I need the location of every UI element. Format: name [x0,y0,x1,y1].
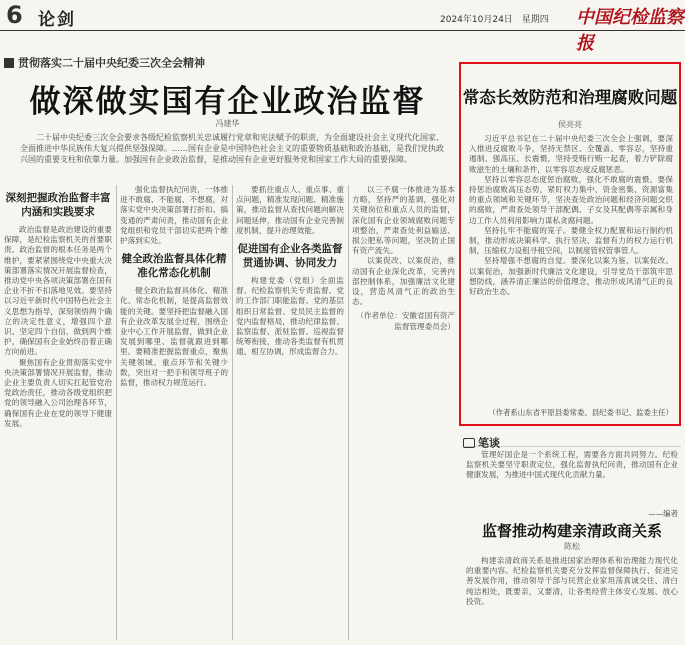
newspaper-name: 中国纪检监察报 [576,7,684,54]
paragraph: 以案促改、以案促治，推动国有企业深化改革，完善内部控制体系，加强廉洁文化建设，营造风清气正的政治生态。 [352,256,455,307]
column-divider [116,185,117,640]
column-divider [348,185,349,640]
article-column-1 [4,185,112,643]
page-number: 6 [6,1,23,29]
article-column-3 [236,185,344,643]
bijian-header [463,432,681,450]
author-affiliation: （作者单位：安徽省国有资产监督管理委员会） [356,311,455,331]
bijian-text [466,450,678,481]
square-icon [4,58,14,68]
highlight-author: 侯亮亮 [558,120,582,129]
main-author: 冯建华 [215,119,240,128]
paragraph: 要抓住重点人、重点事、重点问题，精准发现问题、精准施策，推动监督从查找问题向解决问题延伸，推动国有企业完善制度机制，提升治理效能。 [236,185,344,235]
third-author: 陈松 [564,542,580,551]
third-body [466,556,678,642]
paragraph: 坚持扎牢不能腐的笼子。要健全权力配置和运行制约机制，推动形成决策科学、执行坚决、监督有力的权力运行机制，压缩权力设租寻租空间，以制度管权管事管人。 [469,225,673,256]
issue-date: 2024年10月24日 星期四 [440,15,549,25]
paragraph: 政治监督是政治建设的重要保障，是纪检监察机关的首要职责。政治监督的根本任务是两个维护，要紧紧围绕党中央重大决策部署落实情况开展监督检查，推动党中央各项决策部署在国有企业不折不扣落地见效。要坚持以习近平新时代中国特色社会主义思想为指导，深刻领悟两个确立的决定性意义，增强四个意识、坚定四个自信、做到两个维护，确保国有企业始终沿着正确方向前进。 [4,225,112,357]
banner-text: 贯彻落实二十届中央纪委三次全会精神 [18,56,205,70]
paragraph: 坚持以零容忍态度惩治腐败，强化不敢腐的震慑。要保持惩治腐败高压态势，紧盯权力集中、资金密集、资源富集的重点领域和关键环节，坚决查处政治问题和经济问题交织的腐败，严肃查处领导干部配偶、子女及其配偶等亲属和身边工作人员利用影响力谋私贪腐问题。 [469,174,673,225]
subhead-2: 健全政治监督具体化精准化常态化机制 [121,253,227,280]
third-headline: 监督推动构建亲清政商关系 [481,522,662,540]
paragraph: 以三不腐一体推进为基本方略，坚持严的基调，强化对关键岗位和重点人员的监督，深化国有企业领域腐败问题专项整治，严肃查处利益输送、损公肥私等问题，坚决防止国有资产流失。 [352,185,455,256]
paragraph: 构建亲清政商关系是推进国家治理体系和治理能力现代化的重要内容。纪检监察机关要充分发挥监督保障执行、促进完善发展作用，推动领导干部与民营企业家坦荡真诚交往、清白纯洁相处，既要亲，又要清，让各类经营主体安心发展、放心投资。 [466,556,678,606]
section-title: 论剑 [38,10,76,30]
highlight-headline: 常态长效防范和治理腐败问题 [462,88,678,107]
paragraph: 聚焦国有企业贯彻落实党中央决策部署情况开展监督，推动企业主要负责人切实扛起管党治党政治责任，推动各级党组织把党的领导融入公司治理各环节，确保国有企业在党的领导下健康发展。 [4,357,112,428]
main-lead: 二十届中央纪委三次全会要求各级纪检监察机关忠诚履行党章和宪法赋予的职责，为全面建设社会主义现代化国家、全面推进中华民族伟大复兴提供坚强保障。……国有企业是中国特色社会主义的重要物质基础和政治基础，是我们党执政兴国的重要支柱和依靠力量。加强国有企业政治监督，是推动国有企业更好服务党和国家工作大局的重要保障。 [20,133,444,164]
pen-icon [463,438,475,448]
bijian-label: 笔谈 [478,436,500,450]
column-divider [232,185,233,640]
subhead-1: 深刻把握政治监督丰富内涵和实践要求 [5,192,111,218]
paragraph: 坚持增强不想腐的自觉。要深化以案为鉴、以案促改、以案促治，加强新时代廉洁文化建设，引导党员干部筑牢思想防线，涵养清正廉洁的价值理念，推动形成风清气正的良好政治生态。 [469,256,673,297]
column-banner [4,52,434,68]
paragraph: 强化监督执纪问责，一体推进不敢腐、不能腐、不想腐，对落实党中央决策部署打折扣、搞变通的严肃问责，推动国有企业党组织和党员干部切实把两个维护落到实处。 [120,185,228,246]
highlight-footnote: （作者系山东省平原县委常委、县纪委书记、监委主任） [488,408,673,417]
masthead [0,0,685,54]
main-headline: 做深做实国有企业政治监督 [29,84,426,120]
paragraph: 习近平总书记在二十届中央纪委三次全会上强调，要深入推进反腐败斗争，坚持无禁区、全覆盖、零容忍，坚持重遏制、强高压、长震慑，坚持受贿行贿一起查，着力铲除腐败滋生的土壤和条件，以零容忍态度反腐惩恶。 [469,134,673,174]
highlighted-article [459,62,681,426]
paragraph: 健全政治监督具体化、精准化、常态化机制，是提高监督效能的关键。要坚持把监督融入国有企业改革发展全过程，围绕企业中心工作开展监督，做到企业发展到哪里、监督就跟进到哪里。要精准把握监督重点，聚焦关键领域、重点环节和关键少数，突出对一把手和领导班子的监督，推动权力规范运行。 [120,286,228,388]
article-column-4 [352,185,455,643]
bijian-signature: ——编者 [648,509,678,518]
article-column-2 [120,185,228,643]
paragraph: 管理好国企是一个系统工程，需要各方面共同努力。纪检监察机关要坚守职责定位，强化监督执纪问责，推动国有企业健康发展，为推进中国式现代化贡献力量。 [466,450,678,480]
subhead-3: 促进国有企业各类监督贯通协调、协同发力 [237,243,343,270]
highlight-body [469,134,673,297]
paragraph: 构建党委（党组）全面监督、纪检监察机关专责监督、党的工作部门职能监督、党的基层组织日常监督、党员民主监督的党内监督格局，推动纪律监督、监察监督、派驻监督、巡视监督统筹衔接，推动各类监督有机贯通、相互协调，形成监督合力。 [236,276,344,357]
